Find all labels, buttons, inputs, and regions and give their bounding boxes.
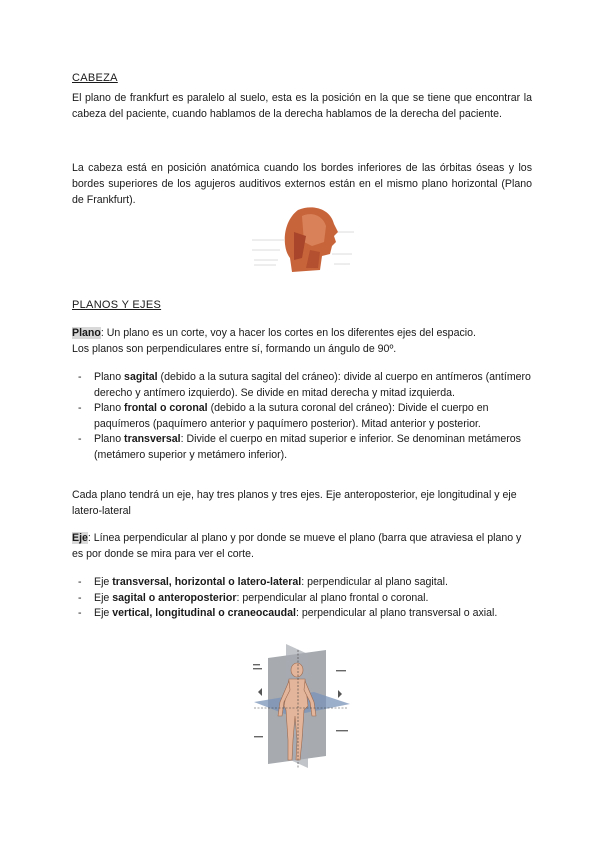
term-eje: Eje bbox=[72, 532, 88, 544]
head-anatomy-figure bbox=[250, 202, 360, 276]
body-planes-figure bbox=[252, 644, 352, 770]
section-heading-cabeza: CABEZA bbox=[72, 72, 118, 84]
paragraph-planos-ejes-summary: Cada plano tendrá un eje, hay tres planos y tres ejes. Eje anteroposterior, eje longitudinal y eje latero-lateral bbox=[72, 489, 517, 517]
list-item: - Plano frontal o coronal (debido a la sutura coronal del cráneo): Divide el cuerpo en paquímeros (paquímero anterior y paquímero posterior). Mitad anterior y posterior. bbox=[72, 401, 532, 432]
section-heading-planos: PLANOS Y EJES bbox=[72, 299, 162, 311]
list-item: - Eje transversal, horizontal o latero-lateral: perpendicular al plano sagital. bbox=[72, 575, 532, 591]
list-item: - Eje vertical, longitudinal o craneocaudal: perpendicular al plano transversal o axial. bbox=[72, 606, 532, 622]
paragraph-eje-definition bbox=[72, 530, 532, 562]
axes-list bbox=[72, 575, 532, 622]
plano-perpendicular-text: Los planos son perpendiculares entre sí, formando un ángulo de 90º. bbox=[72, 343, 397, 355]
paragraph-frankfurt: El plano de frankfurt es paralelo al suelo, esta es la posición en la que se tiene que encontrar la cabeza del paciente, cuando hablamos de la derecha hablamos de la derecha del paciente. bbox=[72, 92, 532, 120]
list-item: - Plano sagital (debido a la sutura sagital del cráneo): divide al cuerpo en antímeros (antímero derecho y antímero izquierdo). Se divide en mitad derecha y mitad izquierda. bbox=[72, 370, 532, 401]
paragraph-plano-definition bbox=[72, 325, 532, 357]
term-plano: Plano bbox=[72, 327, 101, 339]
plano-definition-text: : Un plano es un corte, voy a hacer los cortes en los diferentes ejes del espacio. bbox=[100, 327, 476, 339]
list-item: - Eje sagital o anteroposterior: perpendicular al plano frontal o coronal. bbox=[72, 591, 532, 607]
list-item: - Plano transversal: Divide el cuerpo en mitad superior e inferior. Se denominan metámeros (metámero superior y metámero inferior). bbox=[72, 432, 532, 463]
paragraph-posicion-anatomica: La cabeza está en posición anatómica cuando los bordes inferiores de las órbitas óseas y los bordes superiores de los agujeros auditivos externos están en el mismo plano horizontal (Plano de Frankfurt). bbox=[72, 162, 532, 206]
eje-definition-text: : Línea perpendicular al plano y por donde se mueve el plano (barra que atraviesa el plano y es por donde se mira para ver el corte. bbox=[72, 532, 522, 560]
planes-list bbox=[72, 370, 532, 463]
